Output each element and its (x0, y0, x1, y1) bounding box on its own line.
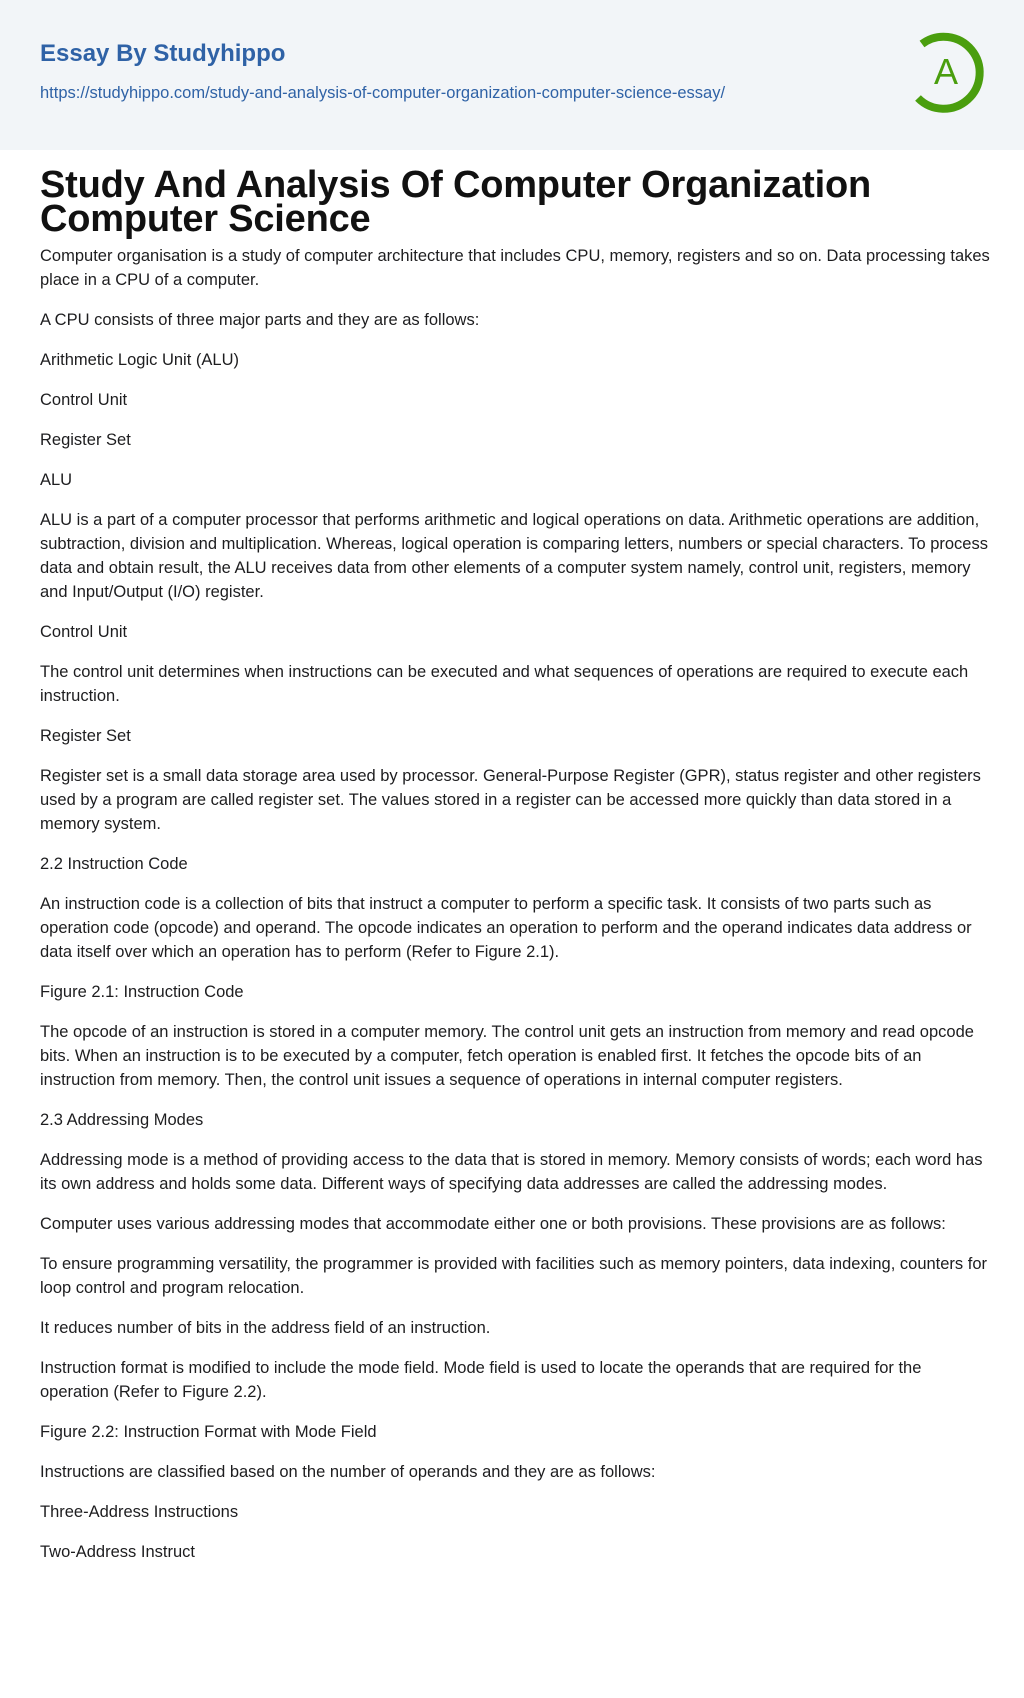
paragraph: Instruction format is modified to include the mode field. Mode field is used to locate the operands that are required for the operation (Refer to Figure 2.2). (40, 1359, 922, 1401)
paragraph: To ensure programming versatility, the programmer is provided with facilities such as memory pointers, data indexing, counters for loop control and program relocation. (40, 1255, 988, 1297)
paragraph: ALU is a part of a computer processor that performs arithmetic and logical operations on data. Arithmetic operations are addition, subtraction, division and multiplication. Whereas, logical operation is comparing letters, numbers or special characters. To process data and obtain result, the ALU receives data from other elements of a computer system namely, control unit, registers, memory and Input/Output (I/O) register. (40, 511, 988, 601)
paragraph: The opcode of an instruction is stored in a computer memory. The control unit gets an instruction from memory and read opcode bits. When an instruction is to be executed by a computer, fetch operation is enabled first. It fetches the opcode bits of an instruction from memory. Then, the control unit issues a sequence of operations in internal computer registers. (40, 1023, 974, 1089)
paragraph: Arithmetic Logic Unit (ALU) (40, 351, 239, 369)
paragraph: Computer organisation is a study of computer architecture that includes CPU, memory, registers and so on. Data processing takes place in a CPU of a computer. (40, 247, 990, 289)
paragraph: A CPU consists of three major parts and they are as follows: (40, 311, 480, 329)
paragraph: The control unit determines when instructions can be executed and what sequences of operations are required to execute each instruction. (40, 663, 969, 705)
studyhippo-logo-icon[interactable] (904, 30, 988, 114)
paragraph: Control Unit (40, 623, 128, 641)
paragraph: Register set is a small data storage area used by processor. General-Purpose Register (GPR), status register and other registers used by a program are called register set. The values stored in a register can be accessed more quickly than data stored in a memory system. (40, 767, 981, 833)
paragraph: Two-Address Instruct (40, 1543, 195, 1561)
site-header (0, 0, 1024, 150)
paragraph: It reduces number of bits in the address field of an instruction. (40, 1319, 491, 1337)
paragraph: Register Set (40, 727, 131, 745)
paragraph: Instructions are classified based on the number of operands and they are as follows: (40, 1463, 656, 1481)
source-url-link[interactable]: https://studyhippo.com/study-and-analysis-of-computer-organization-computer-science-essay/ (40, 84, 726, 102)
paragraph: 2.3 Addressing Modes (40, 1111, 204, 1129)
page-title: Study And Analysis Of Computer Organization Computer Science (40, 164, 871, 240)
paragraph: Three-Address Instructions (40, 1503, 239, 1521)
paragraph: Computer uses various addressing modes that accommodate either one or both provisions. These provisions are as follows: (40, 1215, 946, 1233)
paragraph: Control Unit (40, 391, 128, 409)
paragraph: Figure 2.2: Instruction Format with Mode Field (40, 1423, 377, 1441)
paragraph: Register Set (40, 431, 131, 449)
article (0, 150, 1024, 1564)
paragraph: Addressing mode is a method of providing access to the data that is stored in memory. Memory consists of words; each word has its own address and holds some data. Different ways of specifying data addresses are called the addressing modes. (40, 1151, 983, 1193)
paragraph: 2.2 Instruction Code (40, 855, 188, 873)
logo-letter: A (933, 51, 959, 92)
article-body (40, 244, 990, 1564)
paragraph: ALU (40, 471, 73, 489)
brand-title: Essay By Studyhippo (40, 40, 286, 67)
paragraph: An instruction code is a collection of bits that instruct a computer to perform a specific task. It consists of two parts such as operation code (opcode) and operand. The opcode indicates an operation to perform and the operand indicates data address or data itself over which an operation has to perform (Refer to Figure 2.1). (40, 895, 972, 961)
paragraph: Figure 2.1: Instruction Code (40, 983, 244, 1001)
